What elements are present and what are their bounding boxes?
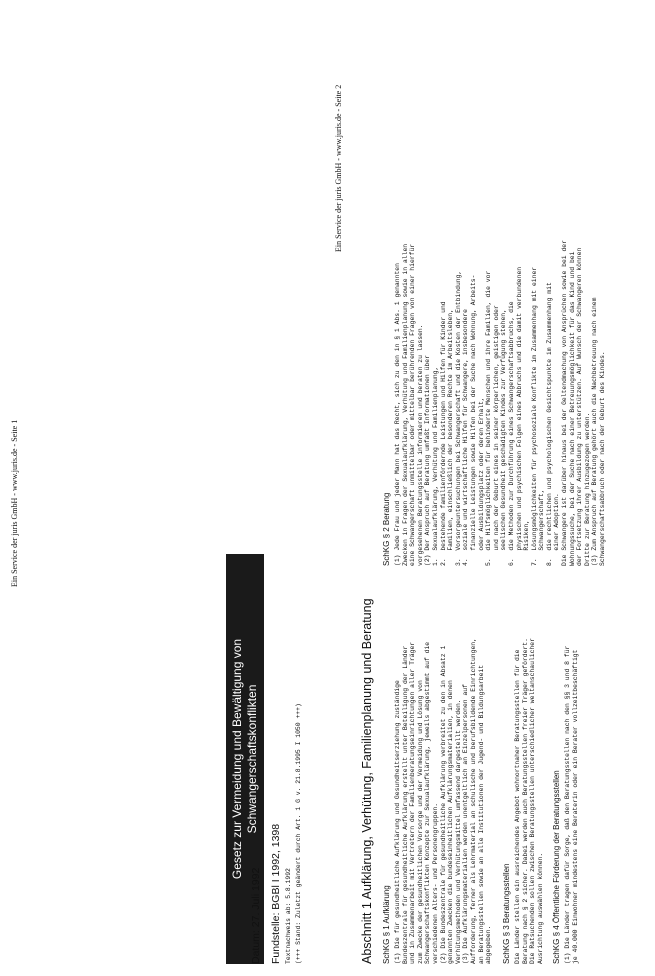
s1-heading: SchKG § 1 Aufklärung [382, 885, 391, 964]
s2-line: (2) Der Anspruch auf Beratung umfaßt Informationen über [424, 355, 432, 566]
s2-line: 7. Lösungsmöglichkeiten für psychosoziale Konflikte im Zusammenhang mit einer [530, 266, 538, 566]
s1-line: Schwangerschaftskonflikten Konzepte zur Sexualaufklärung, jeweils abgestimmt auf die [424, 641, 432, 964]
s2-line: einer Adoption. [553, 493, 561, 566]
s2-line: 8. die rechtlichen und psychologischen Gesichtspunkte im Zusammenhang mit [545, 282, 553, 566]
s3-line: Ausrichtung auswählen können. [536, 852, 544, 964]
s4-heading: SchKG § 4 Öffentliche Förderung der Beratungsstellen [552, 770, 561, 964]
s2-line: physischen und psychischen Folgen eines Abbruchs und die damit verbundenen [515, 266, 523, 566]
s2-line: 6. die Methoden zur Durchführung eines Schwangerschaftsabbruchs, die [507, 301, 515, 566]
s1-line: Bundeszentrale für gesundheitliche Aufklärung erstellt unter Beteiligung der Länder [401, 645, 409, 964]
s2-line: Schwangerschaft, [538, 489, 546, 566]
s2-line: Zwecken in Fragen der Sexualaufklärung, Verhütung und Familienplanung sowie in allen [401, 243, 409, 566]
page-2 [330, 12, 650, 972]
section-title: Abschnitt 1 Aufklärung, Verhütung, Familienplanung und Beratung [360, 598, 374, 964]
page-1-stand: (+++ Stand: Zuletzt geändert durch Art. 1 G v. 21.8.1995 I 1050 +++) [295, 703, 302, 964]
s1-line: Aufforderung, ferner als Lehrmaterial an schulische und berufsbildende Einrichtungen, [469, 638, 477, 964]
s2-line: Familien, einschließlich der besonderen Rechte im Arbeitsleben, [447, 309, 455, 566]
s1-line: und in Zusammenarbeit mit Vertretern der Familienberatungseinrichtungen aller Träger [409, 641, 417, 964]
s2-line: Die Schwangere ist darüber hinaus bei der Geltendmachung von Ansprüchen sowie bei der [561, 240, 569, 566]
s2-body [394, 240, 607, 566]
s2-line: Risiken, [523, 519, 531, 566]
s2-heading: SchKG § 2 Beratung [382, 492, 391, 566]
s3-line: Beratung nach § 2 sicher. Dabei werden auch Beratungsstellen freier Träger gefördert. [521, 638, 529, 964]
page-1-date: Datum: 27. Juli 1992 [250, 867, 262, 964]
s2-line: 3. Vorsorgeuntersuchungen bei Schwangerschaft und die Kosten der Entbindung, [454, 270, 462, 566]
s2-line: eine Schwangerschaft unmittelbar oder mittelbar berührenden Fragen von einer hierfür [409, 243, 417, 566]
s2-line: seelischen Gesundheit geschädigten Kindes zur Verfügung stehen, [500, 309, 508, 566]
s2-line: vorgesehenen Beratungsstelle informieren und beraten zu lassen. [416, 324, 424, 566]
s2-line: 2. bestehende familienfördernde Leistungen und Hilfen für Kinder und [439, 301, 447, 566]
page-1-textnachweis: Textnachweis ab: 5.8.1992 [285, 868, 292, 964]
s1-body [394, 579, 493, 964]
page-1-running-header: Ein Service der juris GmbH - www.juris.de - Seite 1 [10, 419, 19, 587]
s1-line: (1) Die für gesundheitliche Aufklärung und Gesundheitserziehung zuständige [394, 680, 401, 964]
page-2-running-header: Ein Service der juris GmbH - www.juris.de - Seite 2 [334, 84, 343, 252]
section-s2 [382, 240, 607, 566]
s4-body [564, 579, 579, 964]
s3-line: Die Länder stellen ein ausreichendes Angebot wohnortnaher Beratungsstellen für die [514, 649, 521, 964]
s1-line: Verhütungsmethoden und Verhütungsmittel umfassend dargestellt werden. [454, 699, 462, 964]
page-1-title-line-2: Schwangerschaftskonflikten [245, 684, 259, 834]
s2-line: finanzielle Leistungen sowie Hilfen bei der Suche nach Wohnung, Arbeits- [469, 274, 477, 566]
s2-line: Wohnungssuche, bei der Suche nach einer Betreuungsmöglichkeit für das Kind und bei [568, 251, 576, 566]
s2-line: 1. Sexualaufklärung, Verhütung und Familienplanung, [431, 366, 439, 566]
s2-line: (1) Jede Frau und jeder Mann hat das Recht, sich zu den in § 1 Abs. 1 genannten [394, 263, 401, 566]
s2-line: Dritte zur Beratung hinzugezogen werden. [583, 412, 591, 566]
s2-line: 4. soziale und wirtschaftliche Hilfen für Schwangere, insbesondere [462, 309, 470, 566]
s2-line: der Fortsetzung ihrer Ausbildung zu unterstützen. Auf Wunsch der Schwangeren können [576, 247, 584, 566]
s3-line: Die Ratsuchenden sollen zwischen Beratungsstellen unterschiedlicher weltanschaulicher [529, 638, 537, 964]
page-1 [6, 12, 306, 972]
s3-heading: SchKG § 3 Beratungsstellen [502, 863, 511, 964]
page-1-source: Fundstelle: BGBl I 1992, 1398 [270, 823, 282, 964]
s1-line: (2) Die Bundeszentrale für gesundheitliche Aufklärung verbreitet zu den in Absatz 1 [439, 645, 447, 964]
section-s3 [502, 579, 544, 964]
s1-line: (3) Die Aufklärungsmaterialien werden unentgeltlich an Einzelpersonen auf [462, 684, 470, 964]
section-s1 [382, 579, 493, 964]
s4-line: je 40.000 Einwohner mindestens eine Beraterin oder ein Berater vollzeitbeschäftigt [571, 649, 579, 964]
s2-line: Schwangerschaftsabbruch oder nach der Geburt des Kindes. [599, 351, 607, 566]
s2-line: (3) Zum Anspruch auf Beratung gehört auch die Nachbetreuung nach einem [591, 297, 599, 566]
s1-line: abgegeben. [485, 925, 493, 964]
s2-line: 5. die Hilfsmöglichkeiten für behinderte Menschen und ihre Familien, die vor [485, 270, 493, 566]
s3-body [514, 579, 544, 964]
section-s4 [552, 579, 579, 964]
s4-line: (1) Die Länder tragen dafür Sorge, daß den Beratungsstellen nach den §§ 3 und 8 für [564, 645, 571, 964]
page-1-title-line-1: Gesetz zur Vermeidung und Bewältigung von [230, 638, 244, 880]
s1-line: verschiedenen Alters- und Personengruppen. [431, 802, 439, 964]
s2-line: und nach der Geburt eines in seiner körperlichen, geistigen oder [492, 305, 500, 566]
s1-line: genannten Zwecken die bundeseinheitlichen Aufklärungsmaterialien, in denen [447, 680, 455, 964]
s1-line: an Beratungsstellen sowie an alle Institutionen der Jugend- und Bildungsarbeit [477, 664, 485, 964]
s1-line: zum Zwecke der gesundheitlichen Vorsorge und der Vermeidung und Lösung von [416, 680, 424, 964]
s2-line: oder Ausbildungsplatz oder deren Erhalt, [477, 397, 485, 566]
